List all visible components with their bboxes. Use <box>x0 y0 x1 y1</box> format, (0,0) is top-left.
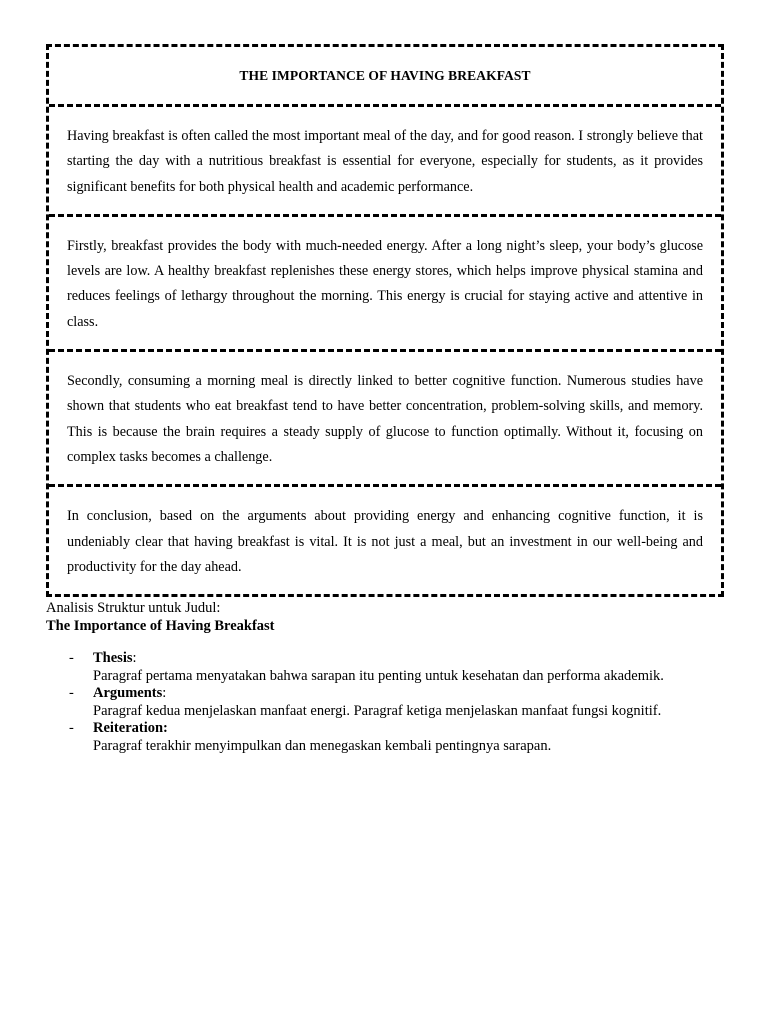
item-separator: : <box>162 685 167 701</box>
thesis-paragraph: Having breakfast is often called the most important meal of the day, and for good reason. I strongly believe that starting the day with a nutritious breakfast is essential for everyone, especially for students, as it provides significant benefits for both physical health and academic performance. <box>67 128 703 195</box>
item-description: Paragraf kedua menjelaskan manfaat energi. Paragraf ketiga menjelaskan manfaat fungsi kognitif. <box>93 702 662 719</box>
argument-2-cell <box>49 349 721 484</box>
reiteration-cell <box>49 484 721 594</box>
list-item-thesis <box>46 650 726 685</box>
essay-title: THE IMPORTANCE OF HAVING BREAKFAST <box>239 67 531 83</box>
item-term: Arguments <box>93 685 163 701</box>
item-term: Thesis <box>93 650 133 666</box>
item-term: Reiteration: <box>93 720 168 736</box>
item-description: Paragraf pertama menyatakan bahwa sarapan itu penting untuk kesehatan dan performa akademik. <box>93 667 664 684</box>
list-item-arguments <box>46 685 726 720</box>
argument-2-paragraph: Secondly, consuming a morning meal is directly linked to better cognitive function. Numerous studies have shown that students who eat breakfast tend to have better concentration, problem-solving skills, and memory. This is because the brain requires a steady supply of glucose to function optimally. Without it, focusing on complex tasks becomes a challenge. <box>67 373 703 465</box>
essay-frame <box>46 44 724 597</box>
bullet-dash: - <box>69 720 74 736</box>
analysis-list <box>46 650 726 755</box>
title-cell <box>49 47 721 104</box>
item-separator: : <box>132 650 137 666</box>
analysis-intro: Analisis Struktur untuk Judul: <box>46 600 221 616</box>
structure-analysis <box>46 600 726 755</box>
argument-1-cell <box>49 214 721 349</box>
bullet-dash: - <box>69 685 74 701</box>
bullet-dash: - <box>69 650 74 666</box>
item-description: Paragraf terakhir menyimpulkan dan menegaskan kembali pentingnya sarapan. <box>93 737 552 754</box>
list-item-reiteration <box>46 720 726 755</box>
thesis-cell <box>49 104 721 214</box>
analysis-subtitle: The Importance of Having Breakfast <box>46 617 275 634</box>
argument-1-paragraph: Firstly, breakfast provides the body with much-needed energy. After a long night’s sleep, your body’s glucose levels are low. A healthy breakfast replenishes these energy stores, which helps improve physical stamina and reduces feelings of lethargy throughout the morning. This energy is crucial for staying active and attentive in class. <box>67 237 703 330</box>
reiteration-paragraph: In conclusion, based on the arguments about providing energy and enhancing cognitive function, it is undeniably clear that having breakfast is vital. It is not just a meal, but an investment in our well-being and productivity for the day ahead. <box>67 508 703 575</box>
